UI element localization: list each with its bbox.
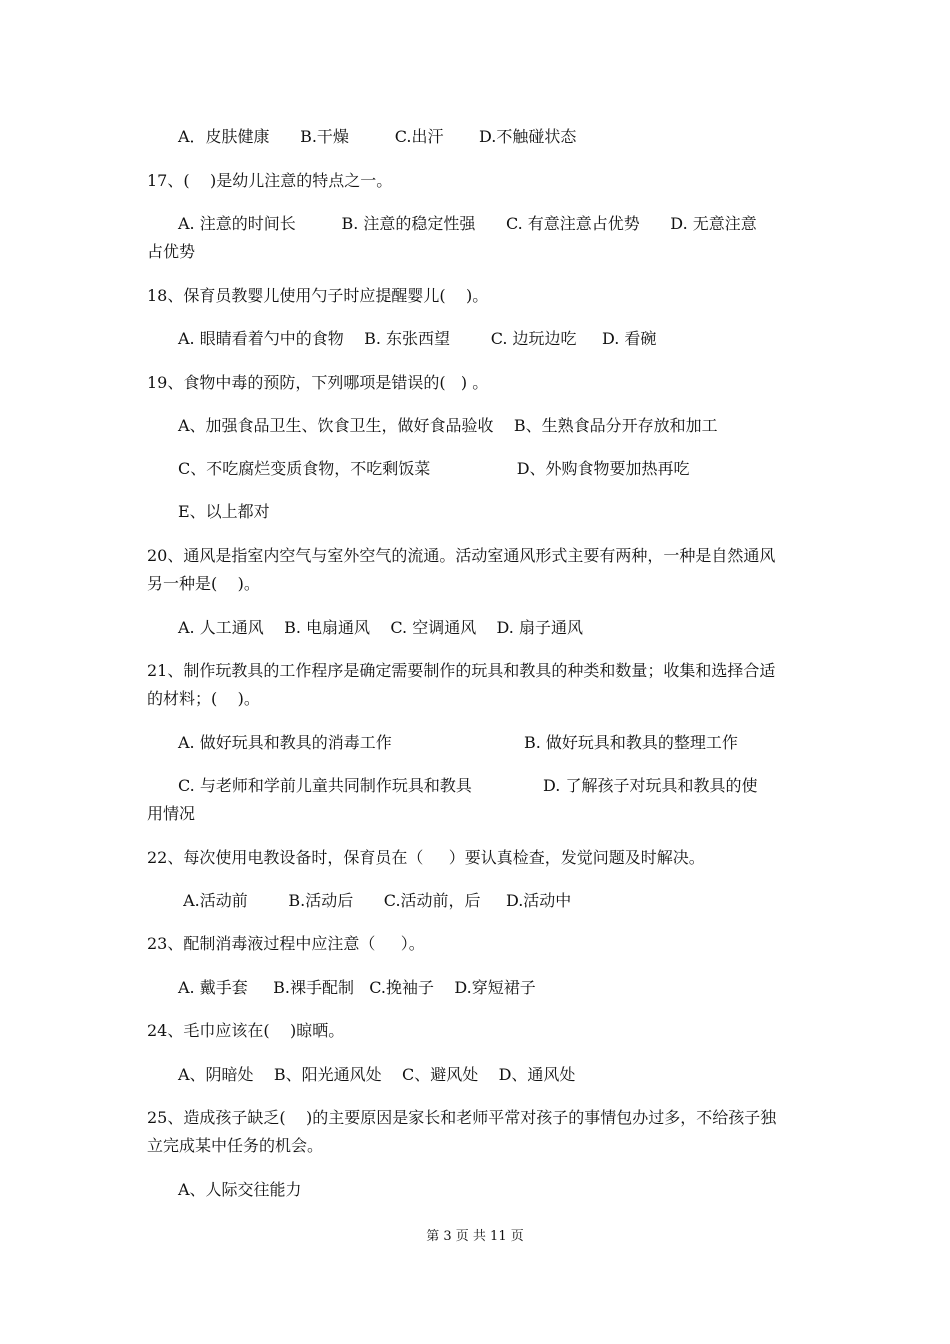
question-text: 占优势 [147, 242, 196, 261]
question-text: 19、食物中毒的预防，下列哪项是错误的( ) 。 [147, 373, 489, 392]
question-text: 18、保育员教婴儿使用勺子时应提醒婴儿( )。 [147, 286, 489, 305]
question-text: 17、( )是幼儿注意的特点之一。 [147, 171, 393, 190]
page-footer: 第 3 页 共 11 页 [426, 1229, 524, 1244]
question-text: 22、每次使用电教设备时，保育员在（ ）要认真检查，发觉问题及时解决。 [147, 848, 705, 867]
question-options: A. 眼睛看着勺中的食物 B. 东张西望 C. 边玩边吃 D. 看碗 [178, 329, 657, 348]
question-options: A、阴暗处 B、阳光通风处 C、避风处 D、通风处 [178, 1065, 576, 1084]
question-text: 用情况 [147, 804, 196, 823]
question-options: A、人际交往能力 [178, 1180, 302, 1199]
question-options: A. 做好玩具和教具的消毒工作 B. 做好玩具和教具的整理工作 [178, 733, 738, 752]
question-text: 21、制作玩教具的工作程序是确定需要制作的玩具和教具的种类和数量；收集和选择合适 [147, 661, 776, 680]
question-text: 24、毛巾应该在( )晾晒。 [147, 1021, 345, 1040]
question-text: 20、通风是指室内空气与室外空气的流通。活动室通风形式主要有两种，一种是自然通风 [147, 546, 776, 565]
question-options: A．皮肤健康 B.干燥 C.出汗 D.不触碰状态 [178, 127, 577, 146]
question-options: C. 与老师和学前儿童共同制作玩具和教具 D. 了解孩子对玩具和教具的使 [178, 776, 758, 795]
question-text: 23、配制消毒液过程中应注意（ ）。 [147, 934, 425, 953]
question-options: A.活动前 B.活动后 C.活动前，后 D.活动中 [178, 891, 572, 910]
question-options: C、不吃腐烂变质食物，不吃剩饭菜 D、外购食物要加热再吃 [178, 459, 690, 478]
question-text: 另一种是( )。 [147, 574, 260, 593]
question-options: A、加强食品卫生、饮食卫生，做好食品验收 B、生熟食品分开存放和加工 [178, 416, 718, 435]
question-options: A. 注意的时间长 B. 注意的稳定性强 C. 有意注意占优势 D. 无意注意 [178, 214, 757, 233]
question-options: A. 人工通风 B. 电扇通风 C. 空调通风 D. 扇子通风 [178, 618, 583, 637]
question-options: E、以上都对 [178, 502, 270, 521]
question-text: 的材料；( )。 [147, 689, 260, 708]
question-text: 25、造成孩子缺乏( )的主要原因是家长和老师平常对孩子的事情包办过多，不给孩子独 [147, 1108, 777, 1127]
question-options: A. 戴手套 B.裸手配制 C.挽袖子 D.穿短裙子 [178, 978, 536, 997]
question-text: 立完成某中任务的机会。 [147, 1136, 324, 1155]
